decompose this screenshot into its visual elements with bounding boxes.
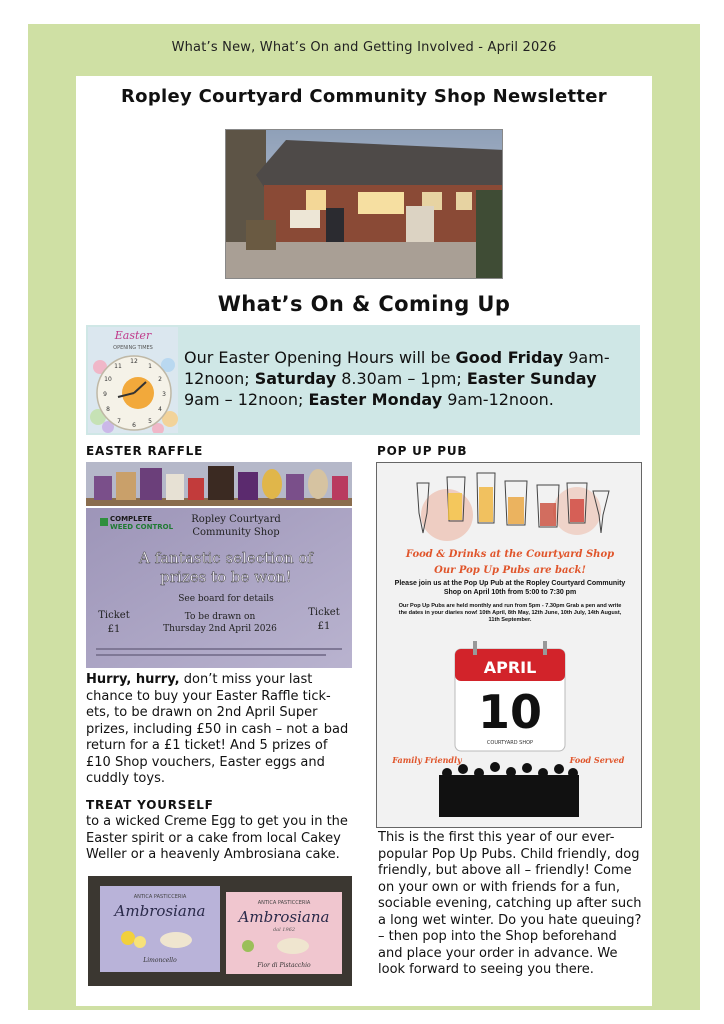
svg-text:5: 5 <box>148 418 152 425</box>
calendar-sub: COURTYARD SHOP <box>486 740 534 746</box>
raffle-brand-line2: WEED CONTROL <box>110 523 174 531</box>
cake-brand-right: Ambrosiana <box>238 908 330 926</box>
good-friday-label: Good Friday <box>455 348 564 367</box>
pop-up-pub-poster <box>376 462 642 828</box>
raffle-headline2: prizes to be won! <box>160 568 292 586</box>
raffle-body-text: Hurry, hurry, don’t miss your last chance to buy your Easter Raffle tick-ets, to be drawn on 2nd April Super prizes, including £50 in cash – not a bad return for a £1 ticket! And 5 prizes of £10 Shop vouchers, Easter eggs and cuddly toys. <box>86 672 349 786</box>
raffle-ticket-label-right: Ticket <box>308 607 340 618</box>
easter-sunday-label: Easter Sunday <box>466 369 597 388</box>
pop-up-pub-heading: POP UP PUB <box>377 444 468 458</box>
svg-text:3: 3 <box>162 391 166 398</box>
raffle-drawn-line2: Thursday 2nd April 2026 <box>163 624 277 634</box>
svg-text:9: 9 <box>103 391 107 398</box>
pub-poster-line2: Our Pop Up Pubs are back! <box>434 565 586 576</box>
raffle-shop-line1: Ropley Courtyard <box>191 514 281 525</box>
svg-text:2: 2 <box>158 376 162 383</box>
easter-monday-label: Easter Monday <box>308 390 443 409</box>
svg-text:12: 12 <box>130 358 138 365</box>
ambrosiana-cakes-image <box>88 876 352 986</box>
clock-logo-text: Easter <box>114 329 152 342</box>
saturday-label: Saturday <box>254 369 337 388</box>
pub-body-text: This is the first this year of our ever-popular Pop Up Pubs. Child friendly, dog friendly, but above all – friendly! Come on your own or with friends for a fun, sociable evening, catching up after such a long wet winter. Do you hate queuing? – then pop into the Shop beforehand and place your order in advance. We look forward to seeing you there. <box>378 830 642 977</box>
raffle-ticket-label-left: Ticket <box>98 610 130 621</box>
svg-text:10: 10 <box>104 376 112 383</box>
raffle-ticket-price-right: £1 <box>317 621 331 632</box>
raffle-headline1: A fantastic selection of <box>139 549 313 567</box>
easter-eggs-image <box>86 462 352 506</box>
newsletter-title: Ropley Courtyard Community Shop Newsletter <box>121 86 607 107</box>
pub-food-served: Food Served <box>569 755 625 765</box>
header-tagline: What’s New, What’s On and Getting Involved - April 2026 <box>171 40 557 55</box>
raffle-shop-line2: Community Shop <box>192 527 280 538</box>
cake-est-right: dal 1962 <box>272 927 296 933</box>
svg-text:11: 11 <box>114 363 122 370</box>
pub-poster-line1: Food & Drinks at the Courtyard Shop <box>405 549 615 560</box>
svg-text:7: 7 <box>117 418 121 425</box>
cake-flavour-left: Limoncello <box>143 957 177 964</box>
cake-brand-left: Ambrosiana <box>114 902 206 920</box>
page-border-frame <box>28 24 700 1010</box>
svg-text:1: 1 <box>148 363 152 370</box>
easter-clock-image <box>88 327 178 433</box>
easter-raffle-heading: EASTER RAFFLE <box>86 444 204 458</box>
svg-text:4: 4 <box>158 406 162 413</box>
easter-hours-text: Our Easter Opening Hours will be Good Friday 9am-12noon; Saturday 8.30am – 1pm; Easter Sunday 9am – 12noon; Easter Monday 9am-12noon. <box>184 348 610 409</box>
treat-yourself-heading: TREAT YOURSELF <box>86 798 214 812</box>
cake-brand-small-left: ANTICA PASTICCERIA <box>133 894 187 900</box>
raffle-board-text: See board for details <box>178 594 274 604</box>
raffle-ticket-price-left: £1 <box>107 624 121 635</box>
cake-flavour-right: Fior di Pistacchio <box>257 962 311 969</box>
newsletter-paper <box>76 76 652 1006</box>
treat-body-text: to a wicked Creme Egg to get you in the Easter spirit or a cake from local Cakey Weller or a heavenly Ambrosiana cake. <box>86 814 348 862</box>
calendar-month: APRIL <box>483 658 537 677</box>
clock-sub-text: OPENING TIMES <box>113 345 153 351</box>
cake-brand-small-right: ANTICA PASTICCERIA <box>257 900 311 906</box>
pub-family-friendly: Family Friendly <box>392 755 462 765</box>
shop-photo <box>225 129 503 279</box>
pub-poster-detail: Our Pop Up Pubs are held monthly and run from 5pm - 7.30pm Grab a pen and write the dates in your diaries now! 10th April, 8th May, 12th June, 10th July, 14th August, 11th September. <box>398 603 622 623</box>
easter-hours-box <box>86 325 640 435</box>
raffle-poster <box>86 508 352 668</box>
raffle-brand-line1: COMPLETE <box>110 515 152 523</box>
svg-text:6: 6 <box>132 422 136 429</box>
whats-on-heading: What’s On & Coming Up <box>217 292 511 316</box>
svg-text:8: 8 <box>106 406 110 413</box>
calendar-day: 10 <box>477 685 543 739</box>
pub-poster-intro: Please join us at the Pop Up Pub at the Ropley Courtyard Community Shop on April 10th from 5:00 to 7:30 pm <box>394 580 626 596</box>
raffle-hurry: Hurry, hurry, <box>86 672 180 687</box>
raffle-drawn-line1: To be drawn on <box>184 612 256 622</box>
